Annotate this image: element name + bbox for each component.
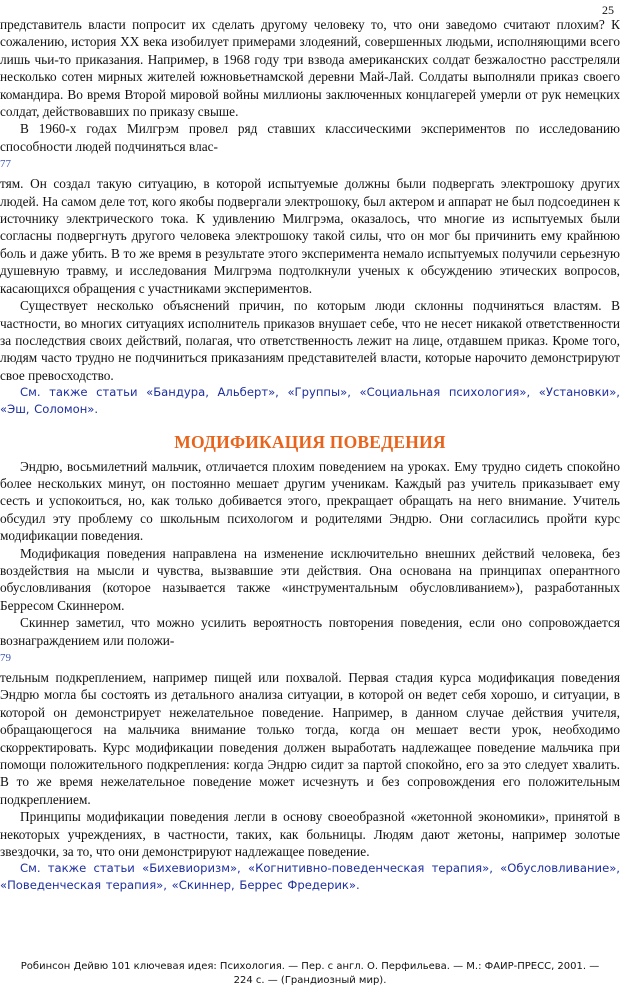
see-also-links[interactable]: См. также статьи «Бихевиоризм», «Когнитивно-поведенческая терапия», «Обусловливание», «Поведенческая терапия», «Скиннер, Беррес Фредерик».	[0, 861, 620, 893]
page-body	[0, 16, 620, 894]
paragraph: представитель власти попросит их сделать другому человеку то, что они заведомо считают плохим? К сожалению, история XX века изобилует примерами злодеяний, совершенных людьми, исполняющими всего лишь чьи-то приказания. Например, в 1968 году три взвода американских солдат безжалостно расстреляли несколько сотен мирных жителей южновьетнамской деревни Май-Лай. Солдаты выполняли приказ своего командира. Во время Второй мировой войны миллионы заключенных концлагерей умерли от рук немецких солдат, действовавших по приказу свыше.	[0, 17, 620, 120]
section-heading: МОДИФИКАЦИЯ ПОВЕДЕНИЯ	[174, 432, 446, 453]
page-marker: 79	[0, 652, 11, 664]
citation-footer	[10, 960, 610, 988]
paragraph: Модификация поведения направлена на изменение исключительно внешних действий человека, без воздействия на мысли и чувства, вызвавшие эти действия. Она основана на принципах оперантного обусловливания (которое называется также «инструментальным обусловливанием»), разработанных Берресом Скиннером.	[0, 545, 620, 613]
page-number: 25	[602, 3, 614, 17]
paragraph: В 1960-х годах Милгрэм провел ряд ставших классическими экспериментов по исследованию способности людей подчиняться влас-	[0, 121, 620, 154]
footer-line: Робинсон Дейвю 101 ключевая идея: Психология. — Пер. с англ. О. Перфильева. — М.: ФАИР-ПРЕСС, 2001. —	[20, 961, 600, 972]
see-also-links[interactable]: См. также статьи «Бандура, Альберт», «Группы», «Социальная психология», «Установки», «Эш, Соломон».	[0, 385, 620, 417]
paragraph: тельным подкреплением, например пищей или похвалой. Первая стадия курса модификация поведения Эндрю могла бы состоять из детального анализа ситуации, в которой он ведет себя хорошо, и ситуации, в которой он демонстрирует нежелательное поведение. Например, в данном случае действия учителя, обращающегося на мальчика внимание только тогда, когда он мешает вести урок, необходимо скорректировать. Курс модификации поведения должен выработать надлежащее поведение мальчика при помощи положительного подкрепления: когда Эндрю сидит за партой спокойно, его за это следует хвалить. В то же время нежелательное поведение может исчезнуть и без сопровождения его положительным подкреплением.	[0, 670, 620, 807]
paragraph: Скиннер заметил, что можно усилить вероятность повторения поведения, если оно сопровождается вознаграждением или положи-	[0, 615, 620, 648]
paragraph: Эндрю, восьмилетний мальчик, отличается плохим поведением на уроках. Ему трудно сидеть спокойно более нескольких минут, он постоянно мешает другим ученикам. Каждый раз учитель приказывает ему сесть и успокоиться, но, как только добивается этого, прекращает обращать на него внимание. Учитель обсудил эту проблему со школьным психологом и родителями Эндрю. Они согласились пройти курс модификации поведения.	[0, 458, 620, 544]
footer-line: 224 с. — (Грандиозный мир).	[233, 975, 387, 986]
paragraph: тям. Он создал такую ситуацию, в которой испытуемые должны были подвергать электрошоку других людей. На самом деле тот, кого якобы подвергали электрошоку, был актером и аппарат не был подсоединен к источнику электрического тока. К удивлению Милгрэма, оказалось, что многие из испытуемых были согласны подвергнуть другого человека электрошоку такой силы, что он мог бы причинить ему крайнюю боль и даже убить. В то же время в результате этого эксперимента немало испытуемых получили серьезную душевную травму, и исследования Милгрэма подтолкнули ученых к обсуждению этических вопросов, касающихся обращения с участниками экспериментов.	[0, 176, 620, 296]
paragraph: Существует несколько объяснений причин, по которым люди склонны подчиняться властям. В частности, во многих ситуациях исполнитель приказов внушает себе, что не несет никакой ответственности за последствия своих действий, полагая, что ответственность лежит на лице, отдавшем приказ. Кроме того, людям часто трудно не подчиниться приказаниям представителей власти, которые нарочито демонстрируют свое превосходство.	[0, 298, 620, 383]
paragraph: Принципы модификации поведения легли в основу своеобразной «жетонной экономики», принятой в некоторых учреждениях, в частности, таких, как больницы. Людям дают жетоны, например золотые звездочки, за то, что они демонстрируют надлежащее поведение.	[0, 809, 620, 860]
page-marker: 77	[0, 158, 11, 171]
